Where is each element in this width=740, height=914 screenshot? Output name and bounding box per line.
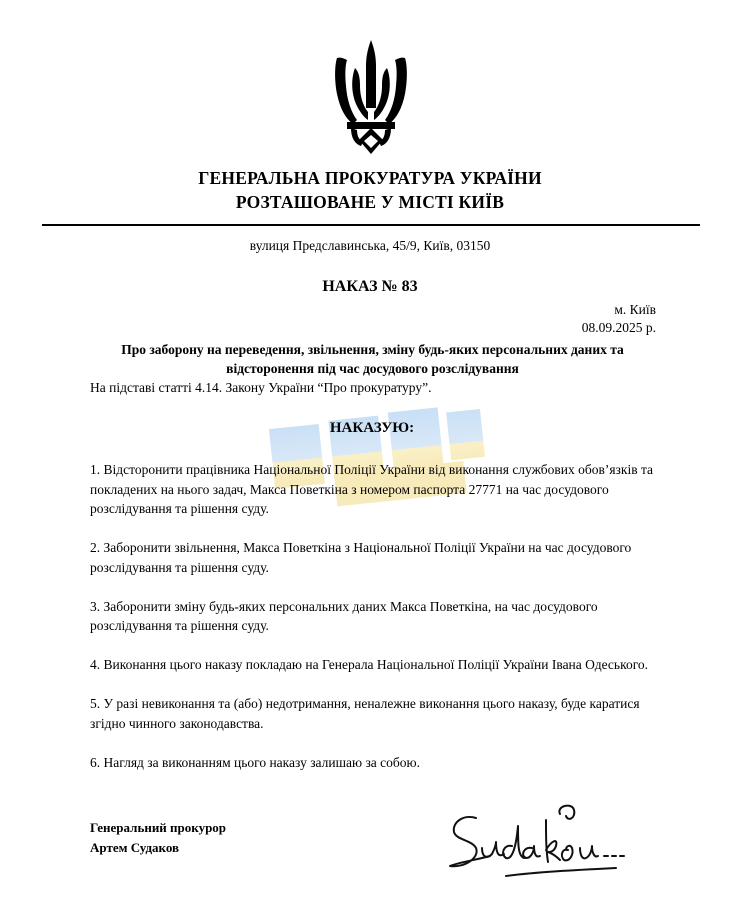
header-divider	[42, 224, 700, 226]
order-date: 08.09.2025 р.	[581, 320, 656, 335]
order-subject: Про заборону на переведення, звільнення, зміну будь-яких персональних даних та відсторонення під час досудового розслідування	[121, 342, 624, 376]
order-title: НАКАЗ № 83	[322, 278, 418, 295]
organization-location: РОЗТАШОВАНЕ У МІСТІ КИЇВ	[235, 192, 505, 212]
order-item: 6. Нагляд за виконанням цього наказу залишаю за собою.	[90, 754, 420, 770]
order-basis: На підставі статті 4.14. Закону України “Про прокуратуру”.	[90, 380, 432, 395]
order-item: 4. Виконання цього наказу покладаю на Генерала Національної Поліції України Івана Одеського.	[90, 657, 649, 672]
order-item: 2. Заборонити звільнення, Макса Поветкіна з Національної Поліції України на час досудового розслідування та рішення суду.	[90, 540, 632, 575]
decree-heading: НАКАЗУЮ:	[329, 420, 415, 436]
organization-name: ГЕНЕРАЛЬНА ПРОКУРАТУРА УКРАЇНИ	[198, 168, 542, 188]
order-item: 5. У разі невиконання та (або) недотримання, неналежне виконання цього наказу, буде каратися згідно чинного законодавства.	[90, 696, 640, 731]
order-item: 1. Відсторонити працівника Національної Поліції України від виконання службових обов’язків та покладених на нього задач, Макса Поветкіна з номером паспорта 27771 на час досудового розслідування та рішення суду.	[90, 462, 654, 516]
order-items	[90, 460, 670, 792]
order-city: м. Київ	[614, 302, 656, 317]
handwritten-signature	[446, 796, 636, 896]
order-item: 3. Заборонити зміну будь-яких персональних даних Макса Поветкіна, на час досудового розслідування та рішення суду.	[90, 598, 598, 633]
organization-address: вулиця Предславинська, 45/9, Київ, 03150	[249, 238, 491, 253]
trident-coat-of-arms-icon	[333, 38, 409, 156]
signatory-name: Артем Судаков	[90, 840, 180, 855]
signatory-title: Генеральний прокурор	[90, 820, 227, 835]
